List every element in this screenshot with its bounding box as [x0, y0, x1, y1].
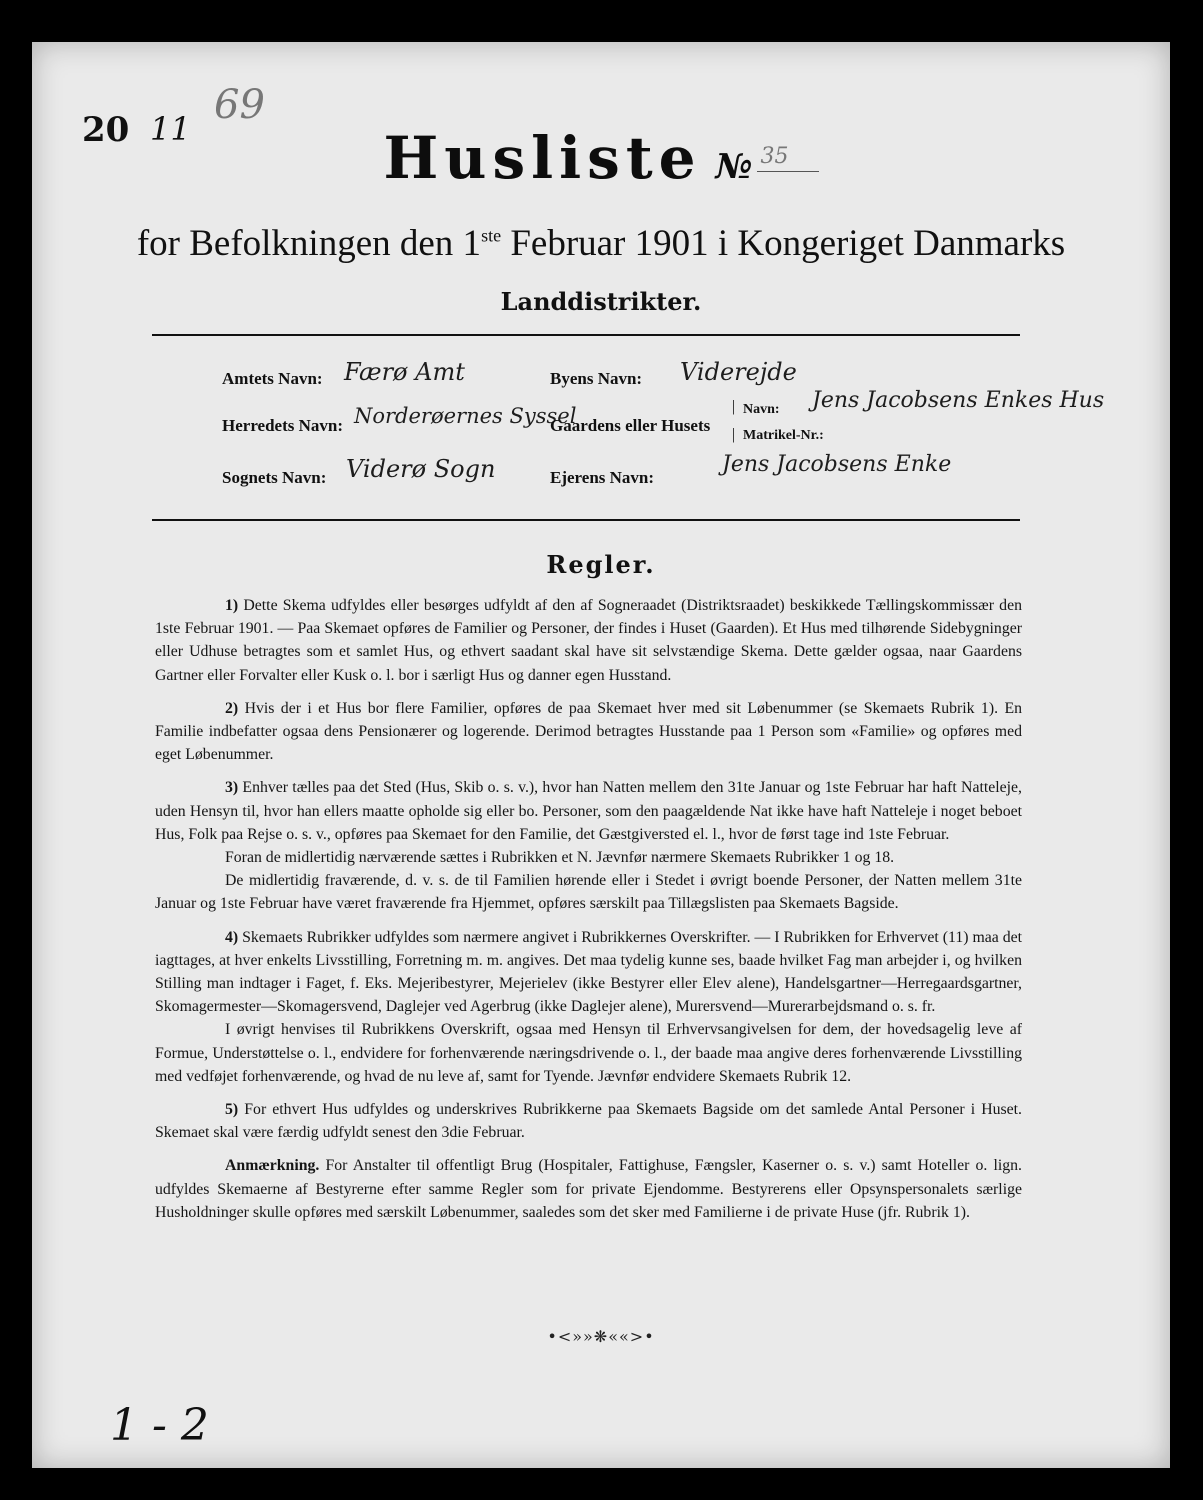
ornament-divider: •<»»❋««>•: [547, 1327, 655, 1346]
rule-text: I øvrigt henvises til Rubrikkens Overskrift, ogsaa med Hensyn til Erhvervsangivelsen for dem, der hovedsagelig leve af Formue, Understøttelse o. l., endvidere for forhenværende næringsdrivende o. l., der baade maa angive deres forhenværende Livsstilling med vedføjet forhenværende, og hvad de nu leve af, samt for Tyende. Jævnfør endvidere Skemaets Rubrik 12.: [155, 1021, 1022, 1085]
rules-heading: Regler.: [546, 550, 656, 579]
rule-paragraph: [155, 1018, 1022, 1088]
rule-text: For ethvert Hus udfyldes og underskrives Rubrikkerne paa Skemaets Bagside om det samlede Antal Personer i Huset. Skemaet skal være færdig udfyldt senest den 3die Februar.: [155, 1101, 1022, 1142]
form-title-row: [32, 124, 1170, 192]
rule-paragraph: [155, 926, 1022, 1019]
rule-text: De midlertidig fraværende, d. v. s. de til Familien hørende eller i Stedet i øvrigt boende Personer, der Natten mellem 31te Januar og 1ste Februar have været fraværende fra Hjemmet, opføres særskilt paa Tillægslisten paa Skemaets Bagside.: [155, 872, 1022, 913]
navn-value[interactable]: Jens Jacobsens Enkes Hus: [812, 388, 1105, 413]
by-value[interactable]: Viderejde: [680, 358, 797, 386]
rule-paragraph: [155, 776, 1022, 846]
subtitle-text-after: Februar 1901 i Kongeriget Danmarks: [501, 223, 1066, 264]
handwritten-margin-number: 69: [214, 82, 265, 128]
form-subtitle: [32, 222, 1170, 265]
note-label: Anmærkning.: [225, 1157, 320, 1175]
amt-label: Amtets Navn:: [222, 369, 323, 388]
ejer-value[interactable]: Jens Jacobsens Enke: [722, 452, 952, 477]
rule-text: Skemaets Rubrikker udfyldes som nærmere angivet i Rubrikkernes Overskrifter. — I Rubrikken for Erhvervet (11) maa det iagttages, at hver enkelts Livsstilling, Forretning m. m. angives. Det maa tydelig kunne ses, baade hvilket Fag man arbejder i, og hvilken Stilling man indtager i Faget, f. Eks. Mejeribestyrer, Mejerielev (ikke Bestyrer eller Elev alene), Handelsgartner—Herregaardsgartner, Skomagermester—Skomagersvend, Daglejer ved Agerbrug (ikke Daglejer alene), Murersvend—Murerarbejdsmand o. s. fr.: [155, 928, 1022, 1016]
rule-paragraph: [155, 594, 1022, 687]
note-text: For Anstalter til offentligt Brug (Hospitaler, Fattighuse, Fængsler, Kaserner o. s. v.) samt Hoteller o. lign. udfyldes Skemaerne af Bestyrerne efter samme Regler som for private Ejendomme. Bestyrerens eller Opsynspersonalets særlige Husholdninger skulle opføres med særskilt Løbenummer, saaledes som det sker med Familierne i de private Huse (jfr. Rubrik 1).: [155, 1157, 1022, 1221]
margin-number-20: 20: [82, 110, 130, 150]
herred-label: Herredets Navn:: [222, 416, 344, 435]
rule-text: Enhver tælles paa det Sted (Hus, Skib o. s. v.), hvor han Natten mellem den 31te Januar og 1ste Februar har haft Natteleje, uden Hensyn til, hvor han ellers maatte opholde sig eller bo. Personer, som den paagældende Nat ikke have haft Natteleje i noget beboet Hus, Folk paa Rejse o. s. v., opføres paa Skemaet for den Familie, det Gæstgiversted el. l., hvor de først tage ind 1ste Februar.: [155, 779, 1022, 843]
sogn-label: Sognets Navn:: [222, 468, 327, 487]
top-divider: [152, 334, 1020, 336]
herred-value[interactable]: Norderøernes Syssel: [354, 404, 577, 428]
rule-number: 5): [225, 1101, 239, 1119]
handwritten-bottom-note: 1 - 2: [110, 1400, 209, 1451]
rule-paragraph: [155, 869, 1022, 915]
rule-number: 2): [225, 699, 239, 717]
sogn-value[interactable]: Viderø Sogn: [346, 455, 496, 483]
matrikel-label: Matrikel-Nr.:: [743, 428, 824, 443]
margin-number-11: 11: [150, 110, 191, 148]
district-heading: Landdistrikter.: [500, 287, 702, 316]
amt-value[interactable]: Færø Amt: [344, 358, 465, 386]
number-value: 35: [760, 144, 789, 169]
form-title: Husliste: [383, 124, 702, 192]
rule-paragraph: [155, 1098, 1022, 1144]
number-label: №: [715, 147, 753, 187]
bottom-divider: [152, 519, 1020, 521]
subtitle-text-before: for Befolkningen den 1: [136, 223, 482, 264]
by-label: Byens Navn:: [550, 369, 643, 388]
rule-paragraph: [155, 697, 1022, 767]
navn-label: Navn:: [743, 402, 780, 417]
rule-number: 1): [225, 597, 239, 614]
number-field: [757, 144, 819, 172]
rule-text: Foran de midlertidig nærværende sættes i Rubrikken et N. Jævnfør nærmere Skemaets Rubrikker 1 og 18.: [225, 849, 895, 867]
rule-text: Hvis der i et Hus bor flere Familier, opføres de paa Skemaet hver med sit Løbenummer (se Skemaets Rubrik 1). En Familie indbefatter ogsaa dens Pensionærer og logerende. Derimod betragtes Husstande paa 1 Person som «Familie» og opføres med eget Løbenummer.: [155, 699, 1022, 764]
rule-paragraph: [155, 846, 1022, 869]
gaard-label: Gaardens eller Husets: [550, 416, 711, 435]
rule-number: 3): [225, 779, 239, 797]
rules-text-block: [155, 594, 1022, 1224]
brace-bottom: |: [732, 426, 736, 443]
rule-number: 4): [225, 928, 239, 946]
brace-top: |: [732, 398, 736, 415]
subtitle-superscript: ste: [481, 225, 502, 246]
census-form-sheet: [32, 42, 1170, 1468]
note-paragraph: [155, 1154, 1022, 1224]
rule-text: Dette Skema udfyldes eller besørges udfyldt af den af Sogneraadet (Distriktsraadet) beskikkede Tællingskommissær den 1ste Februar 1901. — Paa Skemaet opføres de Familier og Personer, der findes i Huset (Gaarden). Et Hus med tilhørende Sidebygninger eller Udhuse betragtes som et samlet Hus, og ethvert saadant skal have sit selvstændige Skema. Dette gælder ogsaa, naar Gaardens Gartner eller Forvalter eller Kusk o. l. bor i særligt Hus og danner egen Husstand.: [155, 597, 1022, 684]
ejer-label: Ejerens Navn:: [550, 468, 655, 487]
